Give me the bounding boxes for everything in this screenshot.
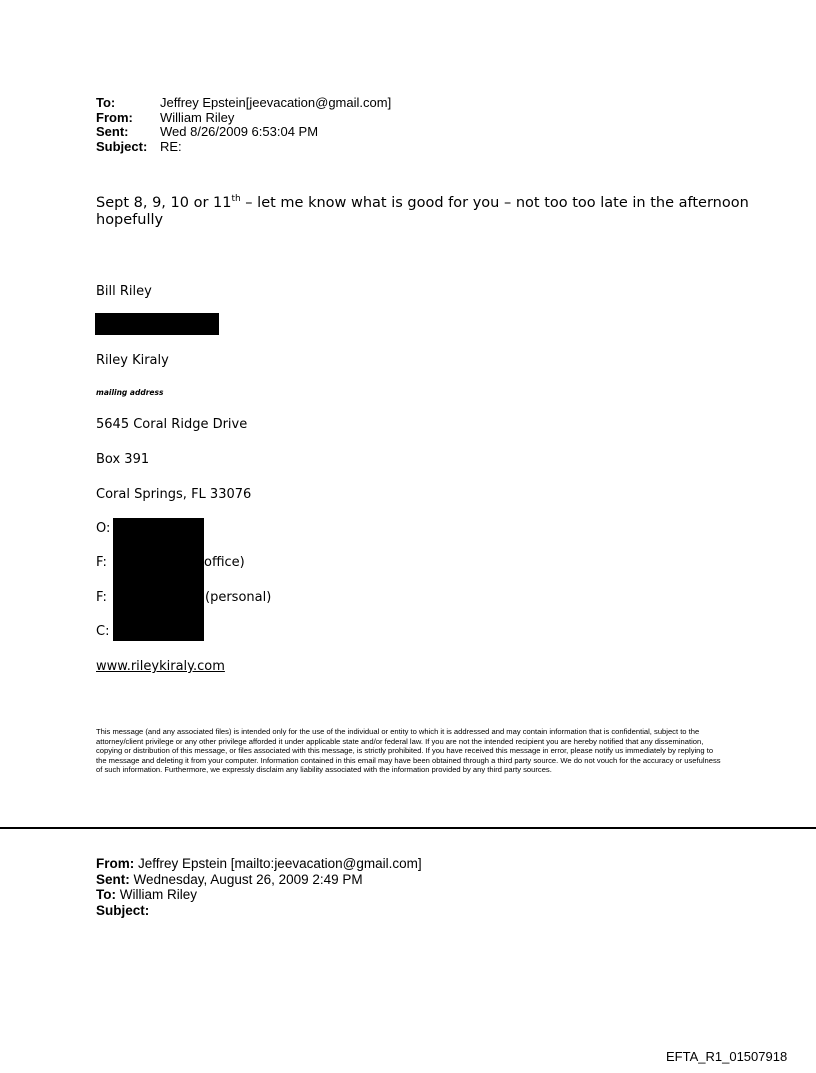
message-ordinal-suffix: th	[231, 194, 241, 204]
original-to-label: To:	[96, 887, 116, 902]
original-subject-row	[96, 903, 422, 919]
legal-disclaimer: This message (and any associated files) is intended only for the use of the individual or entity to which it is addressed and may contain information that is confidential, subject to the attorney/client privilege or any other privilege afforded it under applicable state and/or federal law. If you are not the intended recipient you are hereby notified that any dissemination, copying or distribution of this message, or files associated with this message, is strictly prohibited. If you have received this message in error, please notify us immediately by replying to the message and deleting it from your computer. Information contained in this email may have been obtained through a third party source. We do not vouch for the accuracy or usefulness of such information. Furthermore, we expressly disclaim any liability associated with the information provided by any third party sources.	[96, 727, 721, 775]
fax-personal-label: F:	[96, 590, 107, 605]
message-line-1	[96, 189, 749, 214]
message-line-1-start: Sept 8, 9, 10 or 11	[96, 194, 232, 211]
from-value: William Riley	[160, 109, 235, 125]
original-subject-label: Subject:	[96, 902, 150, 918]
divider-line	[0, 827, 816, 829]
redaction-box	[95, 313, 219, 335]
fax-personal-suffix: (personal)	[205, 590, 272, 605]
website-link[interactable]: www.rileykiraly.com	[96, 659, 225, 674]
signature-city: Coral Springs, FL 33076	[96, 487, 252, 502]
original-sent-row	[96, 872, 422, 888]
header-sent-row	[96, 125, 391, 140]
header-to-row	[96, 96, 391, 111]
signature-name: Bill Riley	[96, 284, 152, 299]
fax-office-suffix: office)	[204, 555, 245, 570]
header-from-row	[96, 111, 391, 126]
signature-company: Riley Kiraly	[96, 353, 169, 368]
original-sent-value: Wednesday, August 26, 2009 2:49 PM	[129, 871, 363, 887]
message-line-1-end: – let me know what is good for you – not too too late in the afternoon	[240, 194, 749, 211]
office-phone-label: O:	[96, 521, 111, 536]
original-message-header	[96, 856, 422, 918]
original-sent-label: Sent:	[96, 871, 130, 887]
mailing-address-label: mailing address	[96, 388, 164, 397]
message-line-2: hopefully	[96, 212, 164, 228]
cell-phone-label: C:	[96, 624, 110, 639]
original-from-row	[96, 856, 422, 872]
email-header	[96, 96, 391, 154]
original-to-value: William Riley	[116, 887, 197, 902]
website-row	[96, 659, 225, 674]
sent-value: Wed 8/26/2009 6:53:04 PM	[160, 124, 319, 139]
signature-box: Box 391	[96, 452, 150, 467]
bates-number: EFTA_R1_01507918	[666, 1049, 788, 1064]
original-from-value: Jeffrey Epstein [mailto:jeevacation@gmail.com]	[134, 856, 422, 871]
signature-street: 5645 Coral Ridge Drive	[96, 417, 248, 432]
to-value: Jeffrey Epstein[jeevacation@gmail.com]	[160, 95, 392, 110]
subject-value: RE:	[160, 138, 182, 154]
fax-office-label: F:	[96, 555, 107, 570]
to-label: To:	[96, 95, 116, 110]
subject-label: Subject:	[96, 138, 148, 154]
original-from-label: From:	[96, 856, 135, 871]
original-to-row	[96, 887, 422, 903]
sent-label: Sent:	[96, 124, 129, 139]
from-label: From:	[96, 109, 133, 125]
header-subject-row	[96, 140, 391, 155]
redaction-box	[113, 518, 204, 641]
